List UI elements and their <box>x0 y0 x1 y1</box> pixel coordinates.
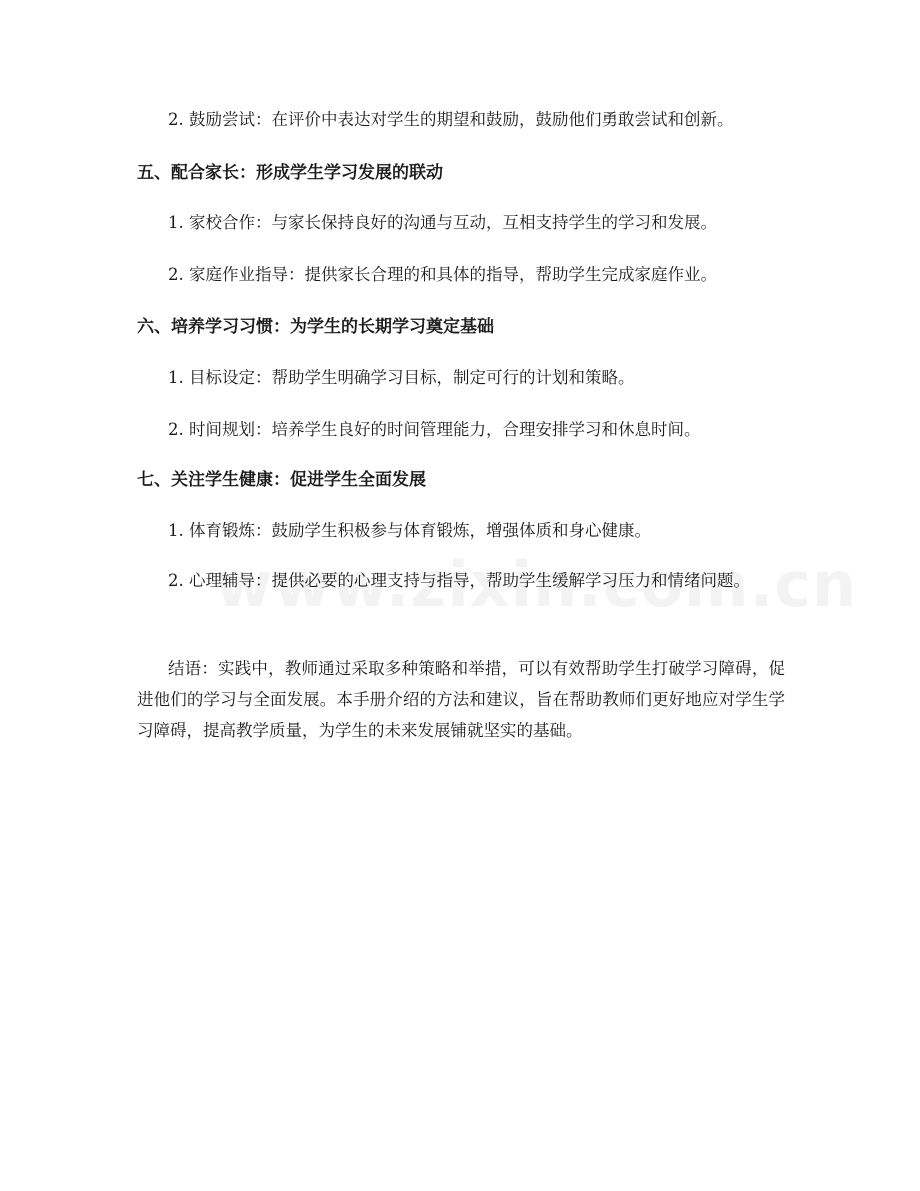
list-item-homework-guidance: 2. 家庭作业指导：提供家长合理的和具体的指导，帮助学生完成家庭作业。 <box>168 265 717 284</box>
list-item-time-planning: 2. 时间规划：培养学生良好的时间管理能力，合理安排学习和休息时间。 <box>168 420 701 439</box>
conclusion-paragraph: 结语：实践中，教师通过采取多种策略和举措，可以有效帮助学生打破学习障碍，促进他们的学习与全面发展。本手册介绍的方法和建议，旨在帮助教师们更好地应对学生学习障碍，提高教学质量，为学生的未来发展铺就坚实的基础。 <box>137 659 785 740</box>
list-item-psychological-counseling: 2. 心理辅导：提供必要的心理支持与指导，帮助学生缓解学习压力和情绪问题。 <box>168 571 750 590</box>
section-heading-cooperate-parents: 五、配合家长：形成学生学习发展的联动 <box>137 163 443 183</box>
list-item-home-school-cooperation: 1. 家校合作：与家长保持良好的沟通与互动，互相支持学生的学习和发展。 <box>168 213 717 232</box>
section-heading-student-health: 七、关注学生健康：促进学生全面发展 <box>137 470 426 490</box>
list-item-encourage-trying: 2. 鼓励尝试：在评价中表达对学生的期望和鼓励，鼓励他们勇敢尝试和创新。 <box>168 110 734 129</box>
section-heading-learning-habits: 六、培养学习习惯：为学生的长期学习奠定基础 <box>137 317 494 337</box>
list-item-physical-exercise: 1. 体育锻炼：鼓励学生积极参与体育锻炼，增强体质和身心健康。 <box>168 521 651 540</box>
list-item-goal-setting: 1. 目标设定：帮助学生明确学习目标，制定可行的计划和策略。 <box>168 368 635 387</box>
